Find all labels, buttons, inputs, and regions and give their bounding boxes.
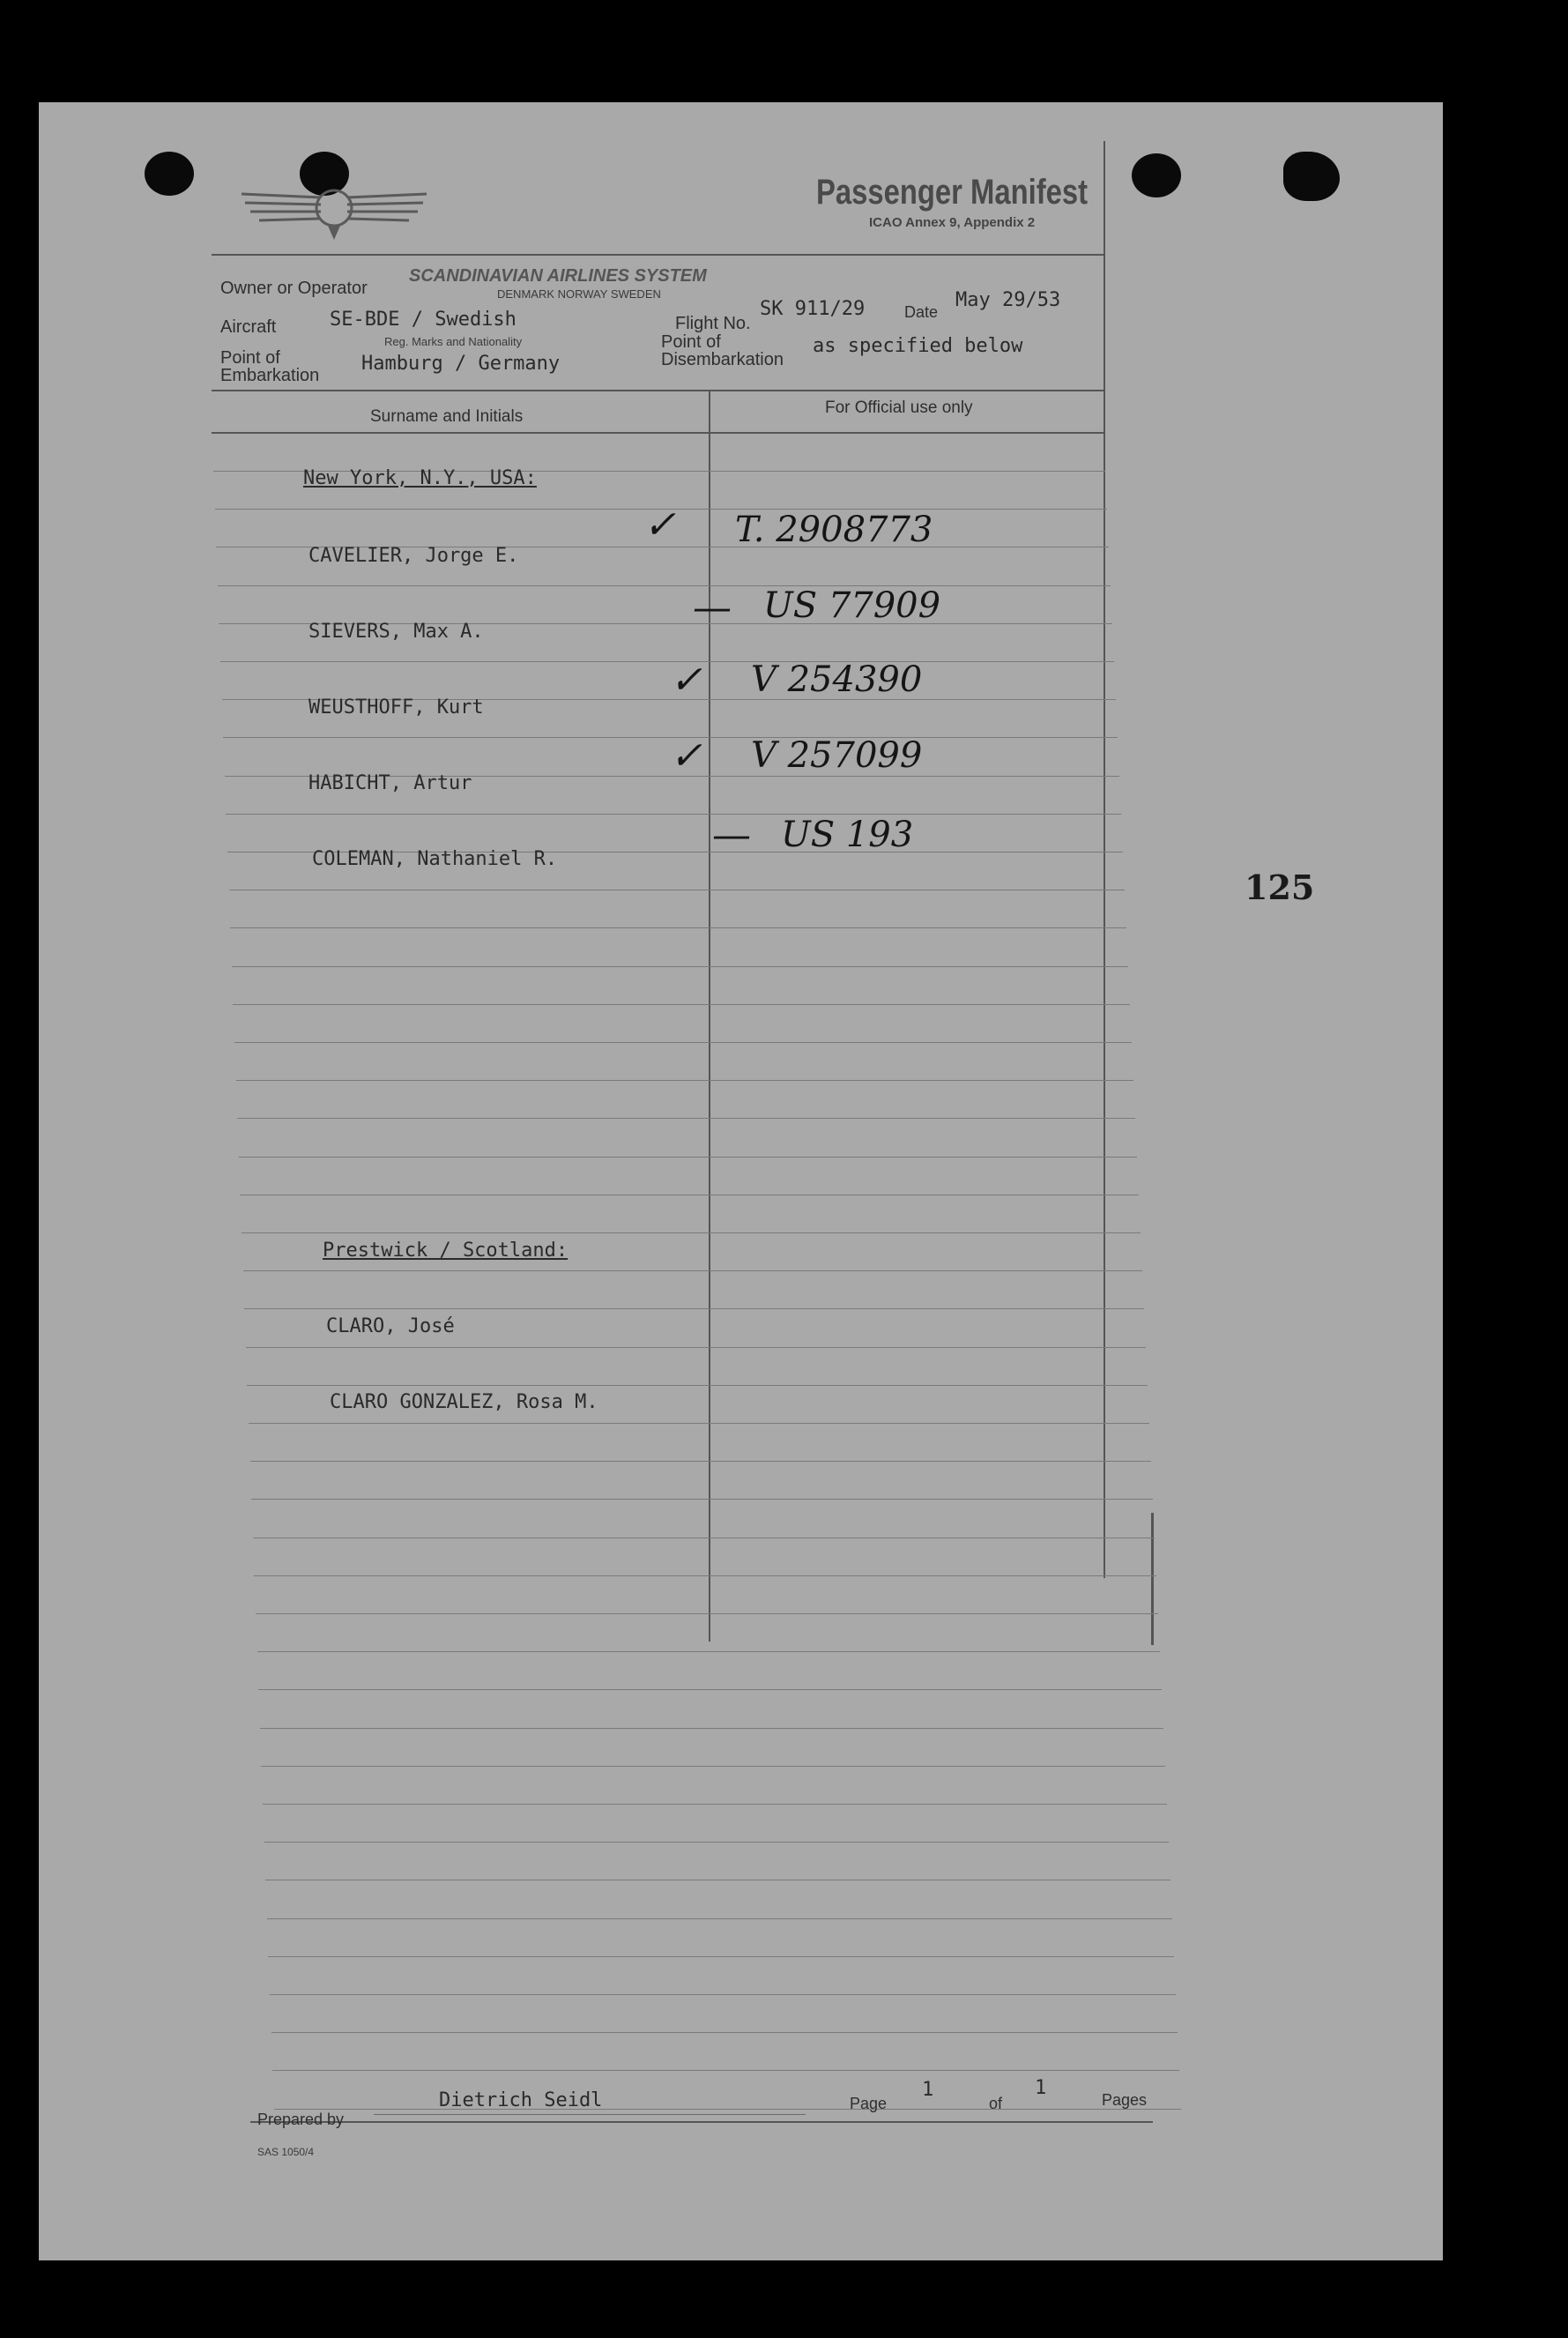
ruled-line — [243, 1270, 1142, 1271]
ruled-line — [256, 1613, 1158, 1614]
punch-hole-right — [1132, 153, 1181, 197]
punch-hole-torn — [1283, 152, 1340, 201]
footer-rule — [250, 2121, 1153, 2123]
section-heading: Prestwick / Scotland: — [323, 1240, 568, 1262]
check-mark: ✓ — [670, 658, 702, 703]
date-label: Date — [904, 303, 939, 321]
embark-label — [220, 349, 319, 384]
disembark-label-line: Point of — [661, 332, 721, 352]
ruled-line — [220, 661, 1114, 662]
punch-hole-left — [145, 152, 194, 196]
embark-label-line: Point of — [220, 348, 280, 368]
page-number-stamp: 125 — [1245, 867, 1315, 907]
passenger-name: CAVELIER, Jorge E. — [308, 545, 519, 567]
ruled-line — [254, 1575, 1156, 1576]
ruled-line — [232, 966, 1128, 967]
check-mark: ✓ — [643, 503, 676, 547]
winged-globe-logo-icon — [233, 171, 435, 242]
ruled-line — [226, 814, 1121, 815]
page-value: 1 — [922, 2079, 934, 2101]
passenger-name: WEUSTHOFF, Kurt — [308, 696, 484, 719]
ruled-line — [261, 1766, 1165, 1767]
ruled-line — [257, 1651, 1160, 1652]
table-column-divider — [709, 390, 710, 1642]
check-mark: — — [712, 813, 751, 858]
ruled-line — [251, 1499, 1153, 1500]
table-right-border — [1104, 141, 1105, 1578]
passenger-name: CLARO, José — [326, 1315, 455, 1337]
reg-note: Reg. Marks and Nationality — [384, 335, 523, 348]
ruled-line — [234, 1042, 1132, 1043]
owner-countries: DENMARK NORWAY SWEDEN — [497, 287, 661, 301]
ruled-line — [270, 1994, 1176, 1995]
ruled-line — [249, 1423, 1149, 1424]
header-rule — [212, 432, 1105, 434]
prepared-label: Prepared by — [257, 2111, 345, 2128]
passenger-name: HABICHT, Artur — [308, 772, 472, 794]
ruled-line — [246, 1347, 1146, 1348]
official-note: V 254390 — [751, 659, 923, 700]
aircraft-value: SE-BDE / Swedish — [330, 309, 516, 331]
pages-label: Pages — [1102, 2091, 1148, 2109]
form-subtitle: ICAO Annex 9, Appendix 2 — [869, 215, 1036, 230]
ruled-line — [267, 1918, 1172, 1919]
official-note: US 77909 — [763, 585, 941, 626]
ruled-line — [239, 1157, 1137, 1158]
ruled-line — [274, 2109, 1181, 2110]
ruled-line — [244, 1308, 1144, 1309]
form-number: SAS 1050/4 — [257, 2146, 315, 2158]
of-value: 1 — [1035, 2077, 1047, 2099]
owner-value: SCANDINAVIAN AIRLINES SYSTEM — [409, 266, 707, 286]
ruled-line — [236, 1080, 1133, 1081]
column-surname-header: Surname and Initials — [370, 407, 524, 426]
flight-label: Flight No. — [675, 314, 751, 333]
ruled-line — [242, 1232, 1141, 1233]
passenger-name: SIEVERS, Max A. — [308, 621, 484, 643]
ruled-line — [258, 1689, 1162, 1690]
ruled-line — [263, 1804, 1167, 1805]
embark-value: Hamburg / Germany — [361, 353, 561, 375]
ruled-line — [237, 1118, 1135, 1119]
flight-value: SK 911/29 — [760, 298, 866, 320]
passenger-name: CLARO GONZALEZ, Rosa M. — [330, 1391, 598, 1413]
ruled-line — [218, 585, 1111, 586]
disembark-value: as specified below — [813, 335, 1023, 357]
section-heading: New York, N.Y., USA: — [303, 467, 537, 489]
ruled-line — [230, 927, 1126, 928]
prepared-value: Dietrich Seidl — [439, 2089, 603, 2111]
manifest-page — [39, 102, 1443, 2260]
ruled-line — [250, 1461, 1151, 1462]
owner-label: Owner or Operator — [220, 279, 368, 298]
ruled-line — [233, 1004, 1130, 1005]
official-note: US 193 — [781, 815, 914, 855]
ruled-line — [268, 1956, 1174, 1957]
check-mark: ✓ — [670, 733, 702, 778]
ruled-line — [264, 1842, 1169, 1843]
embark-label-line: Embarkation — [220, 366, 320, 385]
official-note: V 257099 — [751, 735, 923, 776]
ruled-line — [247, 1385, 1148, 1386]
prepared-underline — [374, 2114, 806, 2115]
aircraft-label: Aircraft — [220, 317, 277, 337]
ruled-line — [271, 2032, 1178, 2033]
disembark-label-line: Disembarkation — [661, 350, 784, 369]
of-label: of — [989, 2095, 1003, 2112]
passenger-name: COLEMAN, Nathaniel R. — [312, 848, 558, 870]
column-official-header: For Official use only — [825, 398, 973, 417]
check-mark: — — [693, 585, 732, 630]
table-right-border-lower — [1151, 1513, 1154, 1645]
official-note: T. 2908773 — [735, 510, 933, 550]
header-rule — [212, 254, 1105, 256]
header-rule — [212, 390, 1105, 391]
date-value: May 29/53 — [955, 289, 1061, 311]
disembark-label — [661, 333, 784, 369]
form-title: Passenger Manifest — [816, 173, 1089, 212]
ruled-line — [260, 1728, 1163, 1729]
page-label: Page — [850, 2095, 888, 2112]
ruled-line — [272, 2070, 1179, 2071]
